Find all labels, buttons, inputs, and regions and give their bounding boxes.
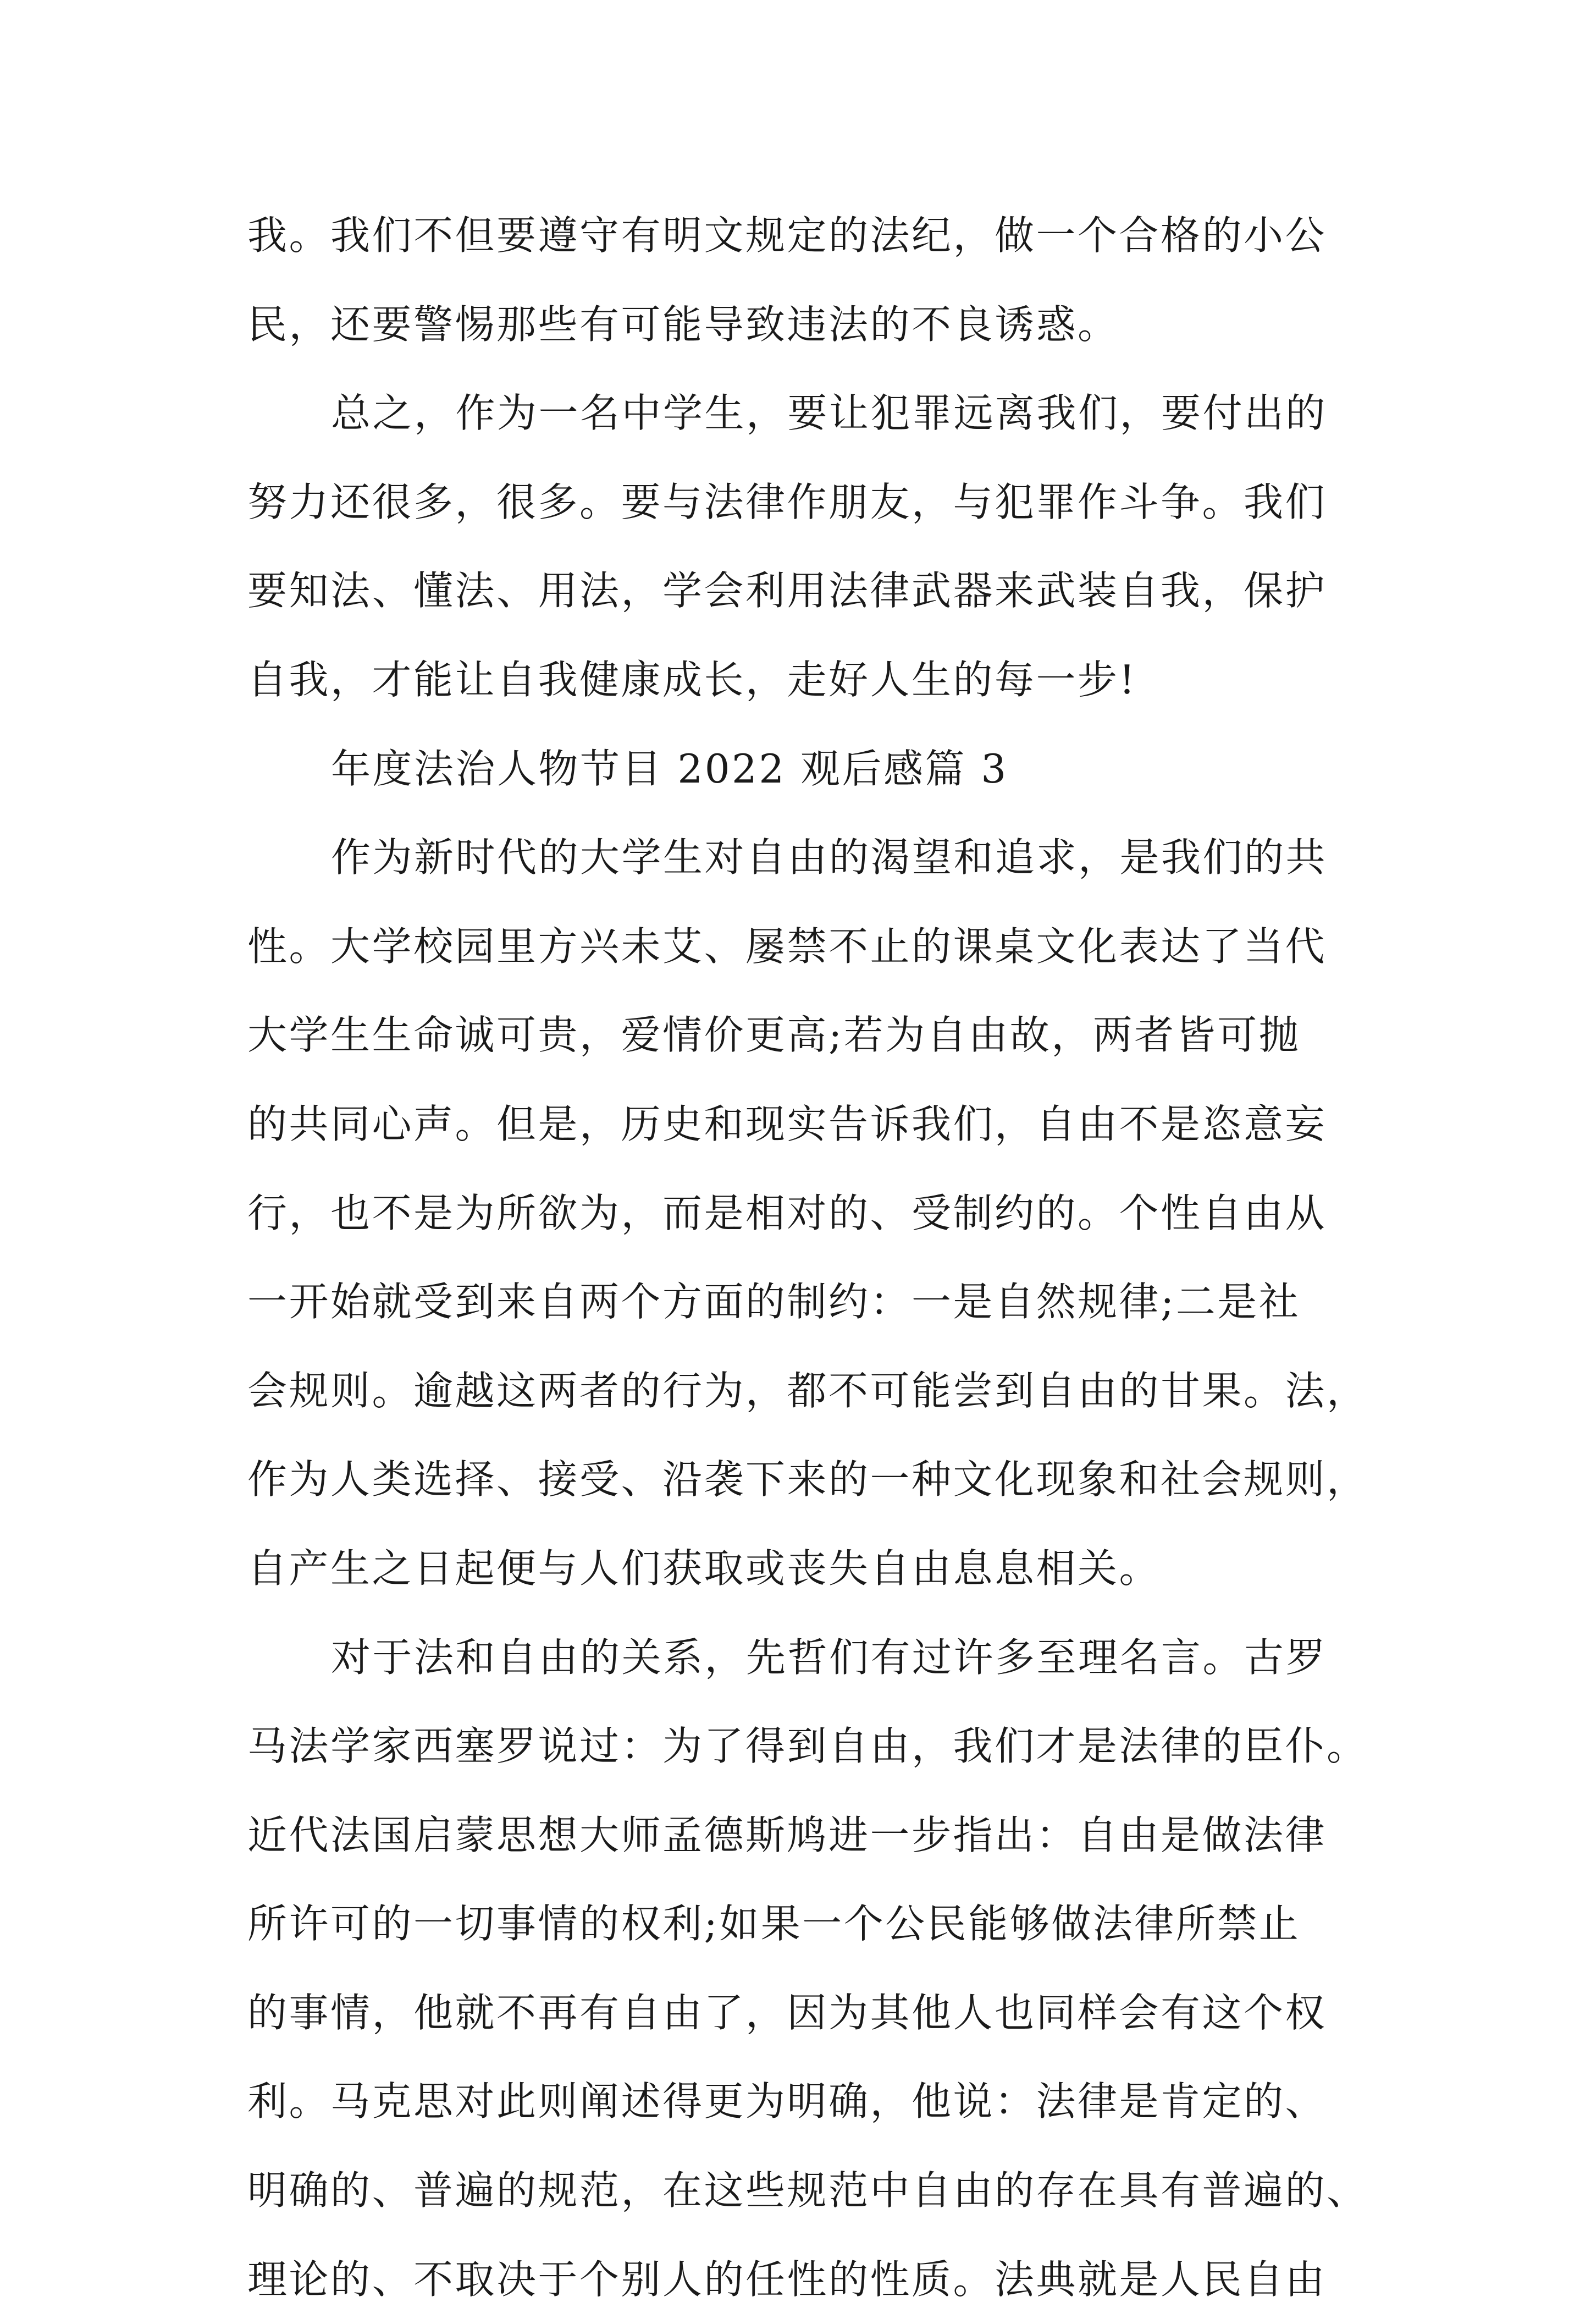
text-line: 所许可的一切事情的权利;如果一个公民能够做法律所禁止 <box>247 1901 1301 1947</box>
text-line: 我。我们不但要遵守有明文规定的法纪，做一个合格的小公 <box>247 212 1327 258</box>
text-line: 自产生之日起便与人们获取或丧失自由息息相关。 <box>247 1545 1161 1591</box>
text-line: 作为人类选择、接受、沿袭下来的一种文化现象和社会规则， <box>247 1456 1368 1503</box>
text-line: 努力还很多，很多。要与法律作朋友，与犯罪作斗争。我们 <box>247 478 1327 525</box>
text-line: 近代法国启蒙思想大师孟德斯鸠进一步指出：自由是做法律 <box>247 1811 1327 1858</box>
text-line: 大学生生命诚可贵，爱情价更高;若为自由故，两者皆可抛 <box>247 1012 1301 1059</box>
text-line: 理论的、不取决于个别人的任性的性质。法典就是人民自由 <box>247 2256 1327 2303</box>
text-line: 马法学家西塞罗说过：为了得到自由，我们才是法律的臣仆。 <box>247 1723 1368 1770</box>
text-line: 的事情，他就不再有自由了，因为其他人也同样会有这个权 <box>247 1989 1327 2036</box>
document-body <box>247 191 1369 2324</box>
paragraph-start-line: 总之，作为一名中学生，要让犯罪远离我们，要付出的 <box>331 390 1328 437</box>
section-heading: 年度法治人物节目 2022 观后感篇 3 <box>331 745 1008 792</box>
text-line: 利。马克思对此则阐述得更为明确，他说：法律是肯定的、 <box>247 2078 1327 2125</box>
text-line: 民，还要警惕那些有可能导致违法的不良诱惑。 <box>247 301 1119 348</box>
text-line: 自我，才能让自我健康成长，走好人生的每一步! <box>247 656 1137 703</box>
text-line: 要知法、懂法、用法，学会利用法律武器来武装自我，保护 <box>247 568 1327 614</box>
text-line: 会规则。逾越这两者的行为，都不可能尝到自由的甘果。法， <box>247 1367 1368 1414</box>
text-line: 行，也不是为所欲为，而是相对的、受制约的。个性自由从 <box>247 1189 1327 1236</box>
text-line: 的共同心声。但是，历史和现实告诉我们，自由不是恣意妄 <box>247 1100 1327 1147</box>
text-line: 明确的、普遍的规范，在这些规范中自由的存在具有普遍的、 <box>247 2167 1368 2214</box>
paragraph-start-line: 作为新时代的大学生对自由的渴望和追求，是我们的共 <box>331 834 1328 881</box>
text-line: 一开始就受到来自两个方面的制约：一是自然规律;二是社 <box>247 1279 1301 1325</box>
paragraph-start-line: 对于法和自由的关系，先哲们有过许多至理名言。古罗 <box>331 1634 1328 1681</box>
text-line: 性。大学校园里方兴未艾、屡禁不止的课桌文化表达了当代 <box>247 923 1327 970</box>
